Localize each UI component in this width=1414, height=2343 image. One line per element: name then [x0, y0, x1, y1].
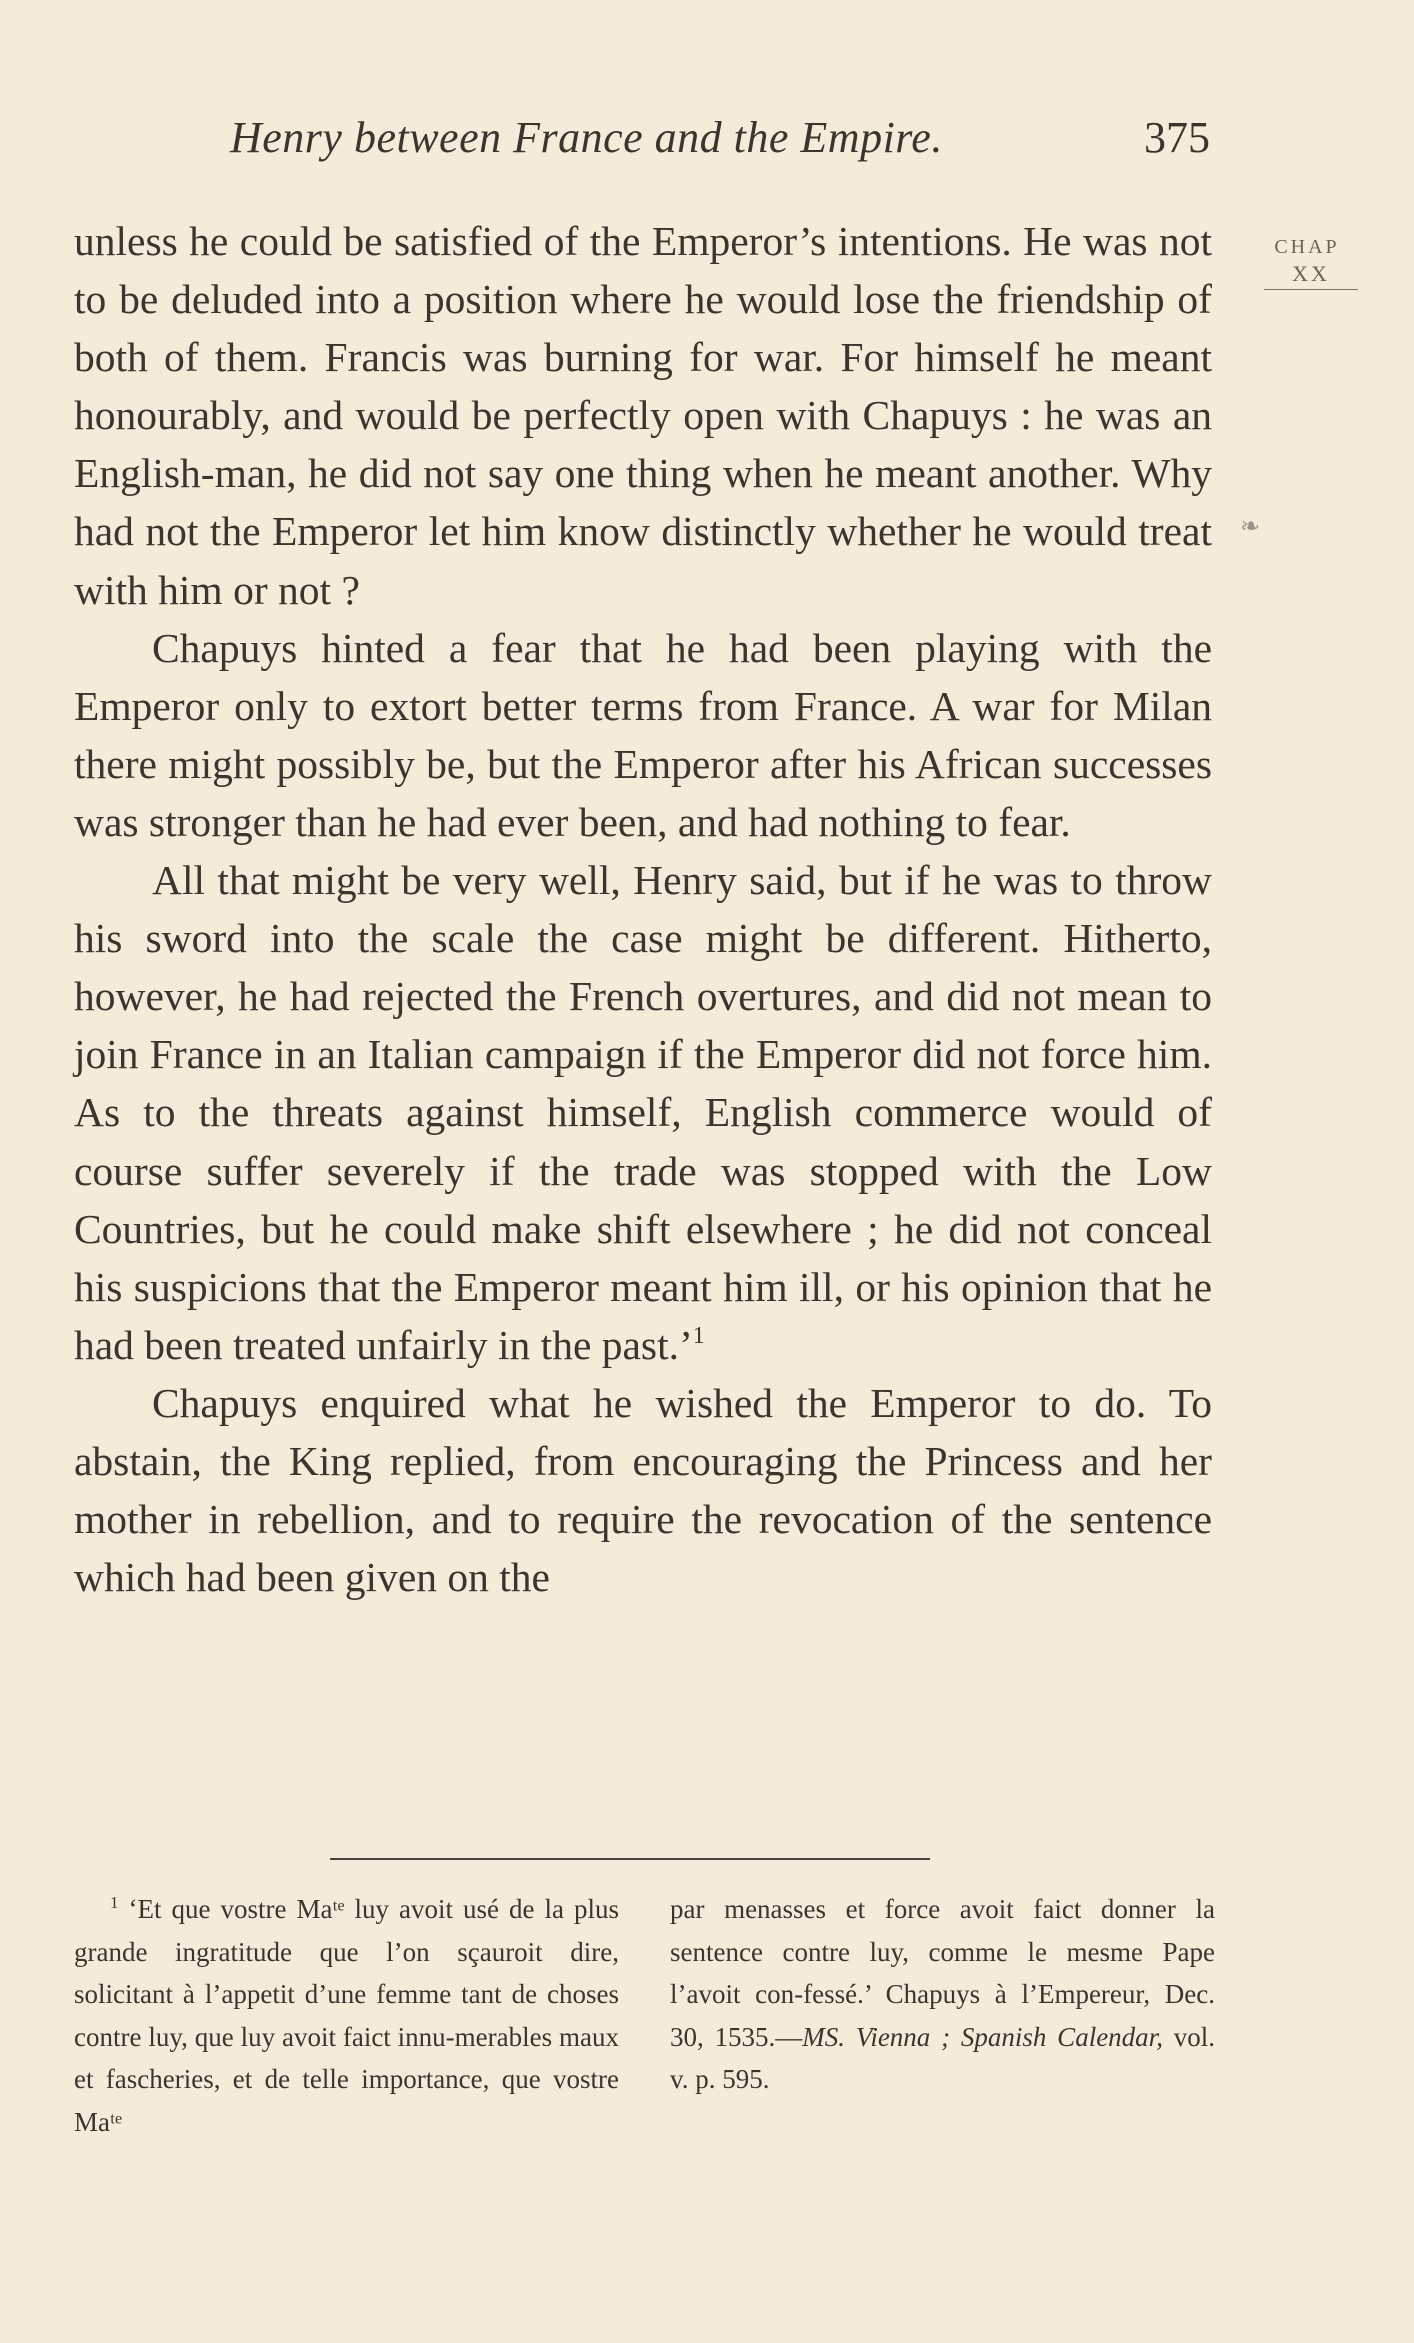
running-head [230, 112, 1210, 172]
footnote-source: MS. Vienna ; Spanish Calendar, [802, 2021, 1163, 2052]
footnote-citation: vol. v. p. 595. [670, 2021, 1215, 2094]
footnote-right-column [670, 1888, 1215, 2101]
chapter-number: XX [1264, 261, 1358, 290]
paragraph-3 [74, 851, 1212, 1374]
paragraph-1: unless he could be satisfied of the Emperor’s intentions. He was not to be deluded into a position where he would lose the friendship of both of them. Francis was burning for war. For himself he meant honourably, and would be perfectly open with Chapuys : he was an English-man, he did not say one thing when he meant another. Why had not the Emperor let him know distinctly whether he would treat with him or not ? [74, 218, 1212, 613]
running-title: Henry between France and the Empire. [230, 113, 943, 162]
body-text [74, 212, 1212, 1606]
footnote-left-paragraph [74, 1888, 619, 2143]
chapter-margin-note [1262, 236, 1352, 290]
footnote-right-paragraph [670, 1888, 1215, 2101]
paragraph-3-text: All that might be very well, Henry said, but if he was to throw his sword into the scale the case might be different. Hitherto, however, he had rejected the French overtures, and did not mean to join France in an Italian campaign if the Emperor did not force him. As to the threats against himself, English commerce would of course suffer severely if the trade was stopped with the Low Countries, but he could make shift elsewhere ; he did not conceal his suspicions that the Emperor meant him ill, or his opinion that he had been treated unfairly in the past.’ [74, 857, 1212, 1368]
footnote-left-text: ‘Et que vostre Maᵗᵉ luy avoit usé de la plus grande ingratitude que l’on sçauroit dire, solicitant à l’appetit d’une femme tant de choses contre luy, que luy avoit faict innu-merables maux et fascheries, et de telle importance, que vostre Maᵗᵉ [74, 1894, 619, 2137]
paragraph-4: Chapuys enquired what he wished the Emperor to do. To abstain, the King replied, from encouraging the Princess and her mother in rebellion, and to require the revocation of the sentence which had been given on the [74, 1379, 1212, 1601]
footnote-divider [330, 1858, 930, 1860]
footnotes [74, 1888, 1214, 2188]
page-number: 375 [1144, 113, 1210, 162]
footnote-left-column [74, 1888, 619, 2143]
paragraph-2: Chapuys hinted a fear that he had been playing with the Emperor only to extort better terms from France. A war for Milan there might possibly be, but the Emperor after his African successes was stronger than he had ever been, and had nothing to fear. [74, 624, 1212, 845]
chapter-label: CHAP [1274, 236, 1340, 258]
margin-mark-icon: ❧ [1240, 514, 1261, 540]
footnote-marker: 1 [110, 1893, 119, 1912]
footnote-right-text: par menasses et force avoit faict donner la sentence contre luy, comme le mesme Pape l’avoit con-fessé.’ Chapuys à l’Empereur, Dec. 30, 1535.— [670, 1894, 1215, 2052]
footnote-reference: 1 [692, 1322, 705, 1349]
